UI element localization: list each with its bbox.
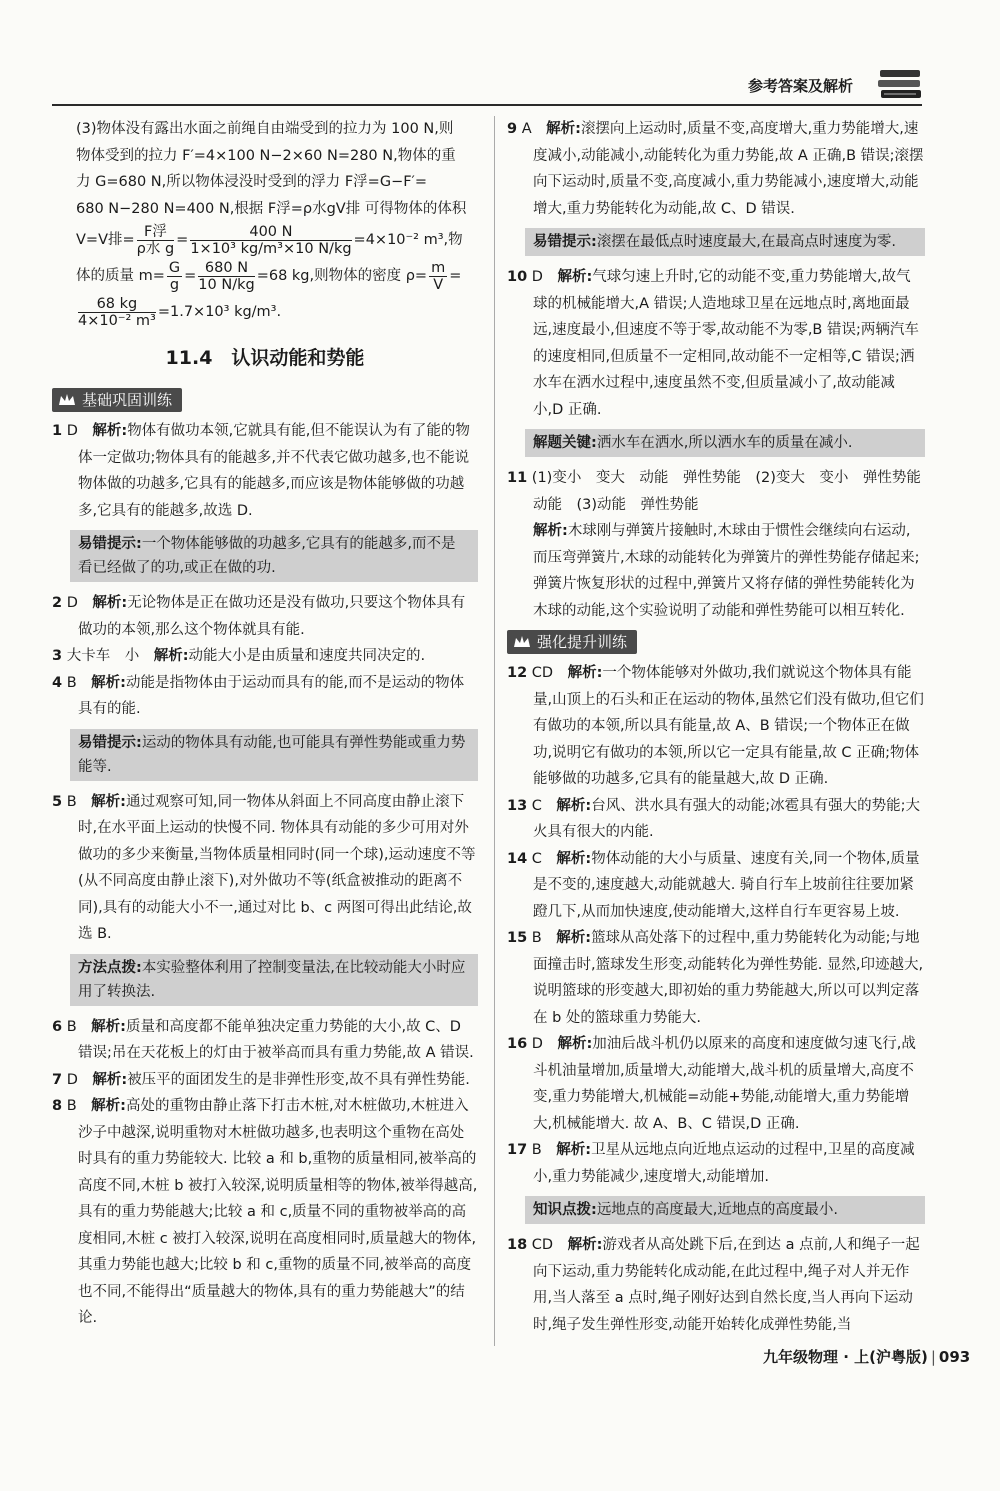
fraction: $\frac{\text{F浮}}{\text{ρ水 g}}$ xyxy=(136,223,175,257)
answer-item: 12 CD 解析:一个物体能够对外做功,我们就说这个物体具有能量,山顶上的石头和正在运动的物体,虽然它们没有做功,但它们有做功的本领,所以具有能量,故 A、B 错误;一个物体正在做功,说明它有做功的本领,所以它一定具有能量,故 C 正确;物体能够做的功越多,它具有的能量越大,故 D 正确. xyxy=(507,665,924,787)
intro-line: (3)物体没有露出水面之前绳自由端受到的拉力为 100 N,则 xyxy=(76,121,454,137)
answer-item: 3 大卡车 小 解析:动能大小是由质量和速度共同决定的. xyxy=(52,648,426,664)
fraction: $\frac{68 kg}{\text{4×10⁻² m³}}$ xyxy=(78,295,156,329)
answer-item: 9 A 解析:滚摆向上运动时,质量不变,高度增大,重力势能增大,速度减小,动能减小,动能转化为重力势能,故 A 正确,B 错误;滚摆向下运动时,质量不变,高度减小,重力势能减小,速度增大,动能增大,重力势能转化为动能,故 C、D 错误. xyxy=(507,121,924,217)
book-title: 九年级物理 · 上(沪粤版) xyxy=(763,1348,928,1366)
intro-line: 物体受到的拉力 F′=4×100 N−2×60 N=280 N,物体的重 xyxy=(76,147,456,164)
answer-item: 18 CD 解析:游戏者从高处跳下后,在到达 a 点前,人和绳子一起向下运动,重力势能转化成动能,在此过程中,绳子对人并无作用,当人落至 a 点时,绳子刚好达到自然长度,当人再向下运动时,绳子发生弹性形变,动能开始转化成弹性势能,当 xyxy=(507,1237,920,1333)
note-box: 易错提示:运动的物体具有动能,也可能具有弹性势能或重力势能等. xyxy=(70,729,478,781)
answer-item: 15 B 解析:篮球从高处落下的过程中,重力势能转化为动能;与地面撞击时,篮球发生形变,动能转化为弹性势能. 显然,印迹越大,说明篮球的形变越大,即初始的重力势能越大,所以可以判定落在 b 处的篮球重力势能大. xyxy=(507,930,924,1026)
header-title: 参考答案及解析 xyxy=(748,77,854,95)
column-divider xyxy=(494,116,495,1346)
answer-item: 5 B 解析:通过观察可知,同一物体从斜面上不同高度由静止滚下时,在水平面上运动的快慢不同. 物体具有动能的多少可用对外做功的多少来衡量,当物体质量相同时(同一个球),运动速度不等(从不同高度由静止滚下),对外做功不等(纸盒被推动的距离不同),具有的动能大小不一,通过对比 b、c 两图可得出此结论,故选 B. xyxy=(52,793,476,942)
header-rule xyxy=(52,104,922,106)
fraction: $\frac{400 N}{\text{1×10³ kg/m³×10 N/kg}}$ xyxy=(190,223,352,257)
section-banner: 基础巩固训练 xyxy=(52,388,182,412)
answer-item: 13 C 解析:台风、洪水具有强大的动能;冰雹具有强大的势能;大火具有很大的内能. xyxy=(507,797,921,840)
section-banner: 强化提升训练 xyxy=(507,630,637,654)
books-icon xyxy=(876,68,924,102)
answer-item: 1 D 解析:物体有做功本领,它就具有能,但不能误认为有了能的物体一定做功;物体具有的能越多,并不代表它做功越多,也不能说物体做的功越多,它具有的能越多,而应该是物体能够做的功越多,它具有的能越多,故选 D. xyxy=(52,423,470,519)
crown-icon xyxy=(513,634,531,650)
note-box: 解题关键:洒水车在洒水,所以洒水车的质量在减小. xyxy=(525,429,925,457)
answer-item: 8 B 解析:高处的重物由静止落下打击木桩,对木桩做功,木桩进入沙子中越深,说明重物对木桩做功越多,也表明这个重物在高处时具有的重力势能较大. 比较 a 和 b,重物的质量相同,被举高的高度不同,木桩 b 被打入较深,说明质量相等的物体,被举得越高,具有的重力势能越大;比较 a 和 c,质量不同的重物被举高的高度相同,木桩 c 被打入较深,说明在高度相同时,质量越大的物体,其重力势能也越大;比较 b 和 c,重物的质量不同,被举高的高度也不同,不能得出“质量越大的物体,具有的重力势能越大”的结论. xyxy=(52,1098,478,1326)
answer-item: 16 D 解析:加油后战斗机仍以原来的高度和速度做匀速飞行,战斗机油量增加,质量增大,动能增大,战斗机的质量增大,高度不变,重力势能增大,机械能=动能+势能,动能增大,重力势能增大,机械能增大. 故 A、B、C 错误,D 正确. xyxy=(507,1036,916,1132)
answer-item: 10 D 解析:气球匀速上升时,它的动能不变,重力势能增大,故气球的机械能增大,A 错误;人造地球卫星在远地点时,离地面最远,速度最小,但速度不等于零,故动能不为零,B 错误;两辆汽车的速度相同,但质量不一定相同,故动能不一定相等,C 错误;洒水车在洒水过程中,速度虽然不变,但质量减小了,故动能减小,D 正确. xyxy=(507,269,919,418)
section-title: 11.4 认识动能和势能 xyxy=(165,347,365,369)
note-box: 方法点拨:本实验整体利用了控制变量法,在比较动能大小时应用了转换法. xyxy=(70,954,478,1006)
note-box: 易错提示:滚摆在最低点时速度最大,在最高点时速度为零. xyxy=(525,228,925,256)
page-footer: 九年级物理 · 上(沪粤版) | 093 xyxy=(763,1348,971,1366)
answer-item: 14 C 解析:物体动能的大小与质量、速度有关,同一个物体,质量是不变的,速度越大,动能就越大. 骑自行车上坡前往往要加紧蹬几下,从而加快速度,使动能增大,这样自行车更容易上坡. xyxy=(507,850,920,920)
intro-line: 680 N−280 N=400 N,根据 F浮=ρ水gV排 可得物体的体积 xyxy=(76,200,467,217)
left-column xyxy=(52,116,478,1332)
right-column xyxy=(507,116,936,1338)
fraction: $\frac{m}{V}$ xyxy=(431,259,446,293)
answer-item: 7 D 解析:被压平的面团发生的是非弹性形变,故不具有弹性势能. xyxy=(52,1071,470,1088)
density-formula: $\frac{68 kg}{\text{4×10⁻² m³}}$ =1.7×10³ kg/m³. xyxy=(78,295,282,329)
intro-line: 力 G=680 N,所以物体浸没时受到的浮力 F浮=G−F′= xyxy=(76,174,428,190)
answer-item: 11 (1)变小 变大 动能 弹性势能 (2)变大 变小 弹性势能 动能 (3)动能 弹性势能 xyxy=(507,470,936,513)
note-box: 知识点拨:远地点的高度最大,近地点的高度最小. xyxy=(525,1196,925,1224)
crown-icon xyxy=(58,392,76,408)
note-box: 易错提示:一个物体能够做的功越多,它具有的能越多,而不是看已经做了的功,或正在做的功. xyxy=(70,530,478,582)
intro-block xyxy=(52,116,478,330)
analysis-text: 解析:木球刚与弹簧片接触时,木球由于惯性会继续向右运动,而压弯弹簧片,木球的动能转化为弹簧片的弹性势能存储起来;弹簧片恢复形状的过程中,弹簧片又将存储的弹性势能转化为木球的动能,这个实验说明了动能和弹性势能可以相互转化. xyxy=(533,523,920,619)
page-number: 093 xyxy=(938,1348,971,1366)
answer-item: 2 D 解析:无论物体是正在做功还是没有做功,只要这个物体具有做功的本领,那么这个物体就具有能. xyxy=(52,595,466,638)
answer-item: 17 B 解析:卫星从远地点向近地点运动的过程中,卫星的高度减小,重力势能减少,速度增大,动能增加. xyxy=(507,1142,915,1185)
answer-item: 6 B 解析:质量和高度都不能单独决定重力势能的大小,故 C、D 错误;吊在天花板上的灯由于被举高而具有重力势能,故 A 错误. xyxy=(52,1018,474,1061)
fraction: $\frac{G}{g}$ xyxy=(168,259,181,293)
answer-item: 4 B 解析:动能是指物体由于运动而具有的能,而不是运动的物体具有的能. xyxy=(52,674,465,717)
volume-formula: V=V排= $\frac{\text{F浮}}{\text{ρ水 g}}$ = $\frac{400 N}{\text{1×10³ kg/m³×10 N/kg}}$ =4×10⁻² m³,物 xyxy=(76,223,463,257)
fraction: $\frac{680 N}{10 N/kg}$ xyxy=(198,259,255,293)
mass-formula: 体的质量 m= $\frac{G}{g}$ = $\frac{680 N}{10 N/kg}$ =68 kg,则物体的密度 ρ= $\frac{m}{V}$ = xyxy=(76,259,462,293)
